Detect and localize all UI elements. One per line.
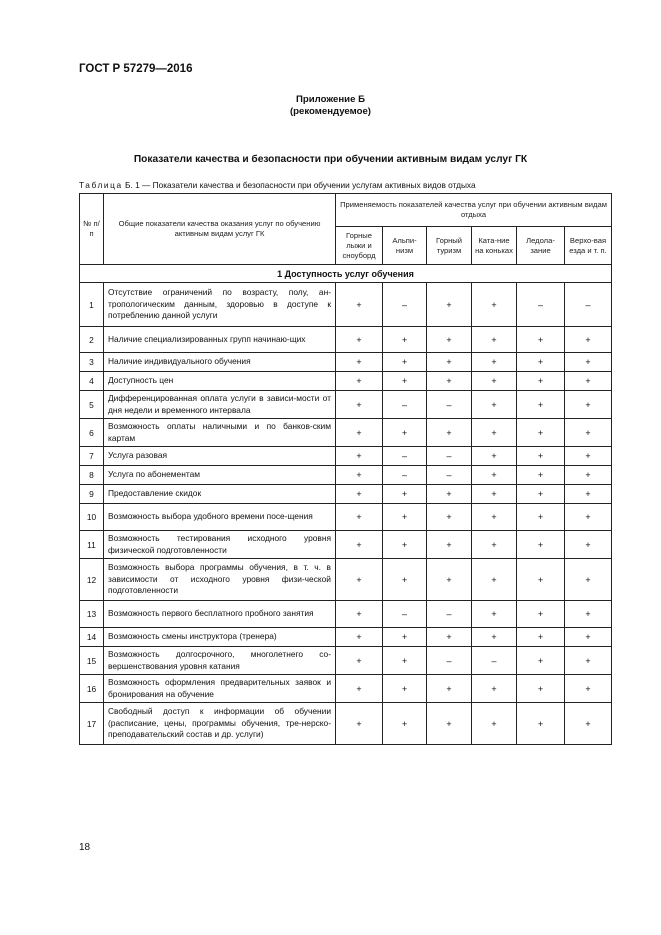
table-row (80, 628, 612, 647)
column-header-indicator: Общие показатели качества оказания услуг по обучению активным видам услуг ГК (104, 194, 336, 265)
applicability-mark: + (336, 327, 383, 353)
table-section-heading: 1 Доступность услуг обучения (80, 265, 612, 283)
applicability-mark: + (336, 372, 383, 391)
applicability-mark: – (427, 466, 472, 485)
indicator-text: Предоставление скидок (104, 485, 336, 504)
applicability-mark: + (383, 485, 427, 504)
applicability-mark: + (565, 628, 612, 647)
row-number: 16 (80, 675, 104, 703)
applicability-mark: + (472, 391, 517, 419)
row-number: 7 (80, 447, 104, 466)
applicability-mark: + (427, 675, 472, 703)
applicability-mark: + (336, 419, 383, 447)
applicability-mark: – (427, 601, 472, 628)
table-row (80, 419, 612, 447)
applicability-mark: + (517, 628, 565, 647)
indicator-text: Возможность смены инструктора (тренера) (104, 628, 336, 647)
applicability-mark: + (565, 353, 612, 372)
indicator-text: Доступность цен (104, 372, 336, 391)
applicability-mark: + (517, 531, 565, 559)
table-row (80, 504, 612, 531)
appendix-header (0, 94, 661, 118)
applicability-mark: + (565, 531, 612, 559)
applicability-mark: + (383, 327, 427, 353)
row-number: 14 (80, 628, 104, 647)
indicator-text: Дифференцированная оплата услуги в зависи-мости от дня недели и временного интервала (104, 391, 336, 419)
applicability-mark: + (472, 466, 517, 485)
table-row (80, 559, 612, 601)
applicability-mark: – (427, 447, 472, 466)
row-number: 5 (80, 391, 104, 419)
applicability-mark: + (336, 391, 383, 419)
appendix-title: Приложение Б (296, 94, 365, 105)
applicability-mark: + (517, 447, 565, 466)
applicability-mark: – (565, 283, 612, 327)
table-row (80, 447, 612, 466)
applicability-mark: + (336, 466, 383, 485)
indicator-text: Услуга по абонементам (104, 466, 336, 485)
applicability-mark: + (565, 504, 612, 531)
row-number: 6 (80, 419, 104, 447)
indicator-text: Услуга разовая (104, 447, 336, 466)
table-row (80, 372, 612, 391)
indicator-text: Возможность долгосрочного, многолетнего со-вершенствования уровня катания (104, 647, 336, 675)
applicability-mark: + (427, 559, 472, 601)
applicability-mark: + (472, 353, 517, 372)
column-header-activity: Альпи-низм (383, 227, 427, 265)
applicability-mark: + (336, 485, 383, 504)
applicability-mark: – (383, 391, 427, 419)
applicability-mark: + (472, 559, 517, 601)
applicability-mark: – (383, 601, 427, 628)
appendix-note: (рекомендуемое) (289, 106, 371, 117)
applicability-mark: – (383, 466, 427, 485)
table-row (80, 353, 612, 372)
applicability-mark: + (517, 353, 565, 372)
applicability-mark: + (336, 559, 383, 601)
applicability-mark: + (565, 372, 612, 391)
column-header-activity: Ледола-зание (517, 227, 565, 265)
applicability-mark: + (427, 353, 472, 372)
applicability-mark: + (383, 531, 427, 559)
row-number: 1 (80, 283, 104, 327)
indicator-text: Возможность первого бесплатного пробного занятия (104, 601, 336, 628)
applicability-mark: + (472, 447, 517, 466)
applicability-mark: + (565, 466, 612, 485)
applicability-mark: + (517, 601, 565, 628)
applicability-mark: – (383, 447, 427, 466)
row-number: 11 (80, 531, 104, 559)
table-row (80, 466, 612, 485)
applicability-mark: – (427, 647, 472, 675)
applicability-mark: + (427, 283, 472, 327)
column-header-applicability: Применяемость показателей качества услуг при обучении активным видам отдыха (336, 194, 612, 227)
applicability-mark: + (336, 601, 383, 628)
row-number: 4 (80, 372, 104, 391)
applicability-mark: + (517, 703, 565, 745)
applicability-mark: + (517, 559, 565, 601)
applicability-mark: + (565, 675, 612, 703)
applicability-mark: + (565, 419, 612, 447)
applicability-mark: + (565, 703, 612, 745)
applicability-mark: + (383, 419, 427, 447)
applicability-mark: + (427, 419, 472, 447)
applicability-mark: + (517, 391, 565, 419)
applicability-mark: + (427, 327, 472, 353)
applicability-mark: + (472, 283, 517, 327)
applicability-mark: + (383, 559, 427, 601)
row-number: 13 (80, 601, 104, 628)
row-number: 9 (80, 485, 104, 504)
row-number: 17 (80, 703, 104, 745)
indicator-text: Возможность оплаты наличными и по банков-ским картам (104, 419, 336, 447)
document-code: ГОСТ Р 57279—2016 (79, 63, 193, 75)
table-row (80, 485, 612, 504)
applicability-mark: + (383, 703, 427, 745)
applicability-mark: + (472, 675, 517, 703)
indicator-text: Наличие индивидуального обучения (104, 353, 336, 372)
indicator-text: Отсутствие ограничений по возрасту, полу, ан-тропологическим данным, здоровью в доступе к потреблению данной услуги (104, 283, 336, 327)
applicability-mark: + (472, 327, 517, 353)
column-header-activity: Горный туризм (427, 227, 472, 265)
indicator-text: Наличие специализированных групп начинаю-щих (104, 327, 336, 353)
applicability-mark: + (517, 372, 565, 391)
table-row (80, 601, 612, 628)
applicability-mark: + (565, 447, 612, 466)
applicability-mark: + (383, 675, 427, 703)
section-title: Показатели качества и безопасности при обучении активным видам услуг ГК (133, 154, 528, 165)
column-header-activity: Горные лыжи и сноуборд (336, 227, 383, 265)
table-row (80, 675, 612, 703)
column-header-number: № п/п (80, 194, 104, 265)
applicability-mark: + (472, 485, 517, 504)
applicability-mark: + (427, 372, 472, 391)
applicability-mark: + (517, 675, 565, 703)
indicator-text: Возможность тестирования исходного уровня физической подготовленности (104, 531, 336, 559)
row-number: 10 (80, 504, 104, 531)
row-number: 8 (80, 466, 104, 485)
table-body (80, 265, 612, 745)
row-number: 3 (80, 353, 104, 372)
applicability-mark: + (472, 628, 517, 647)
table-row (80, 531, 612, 559)
page-number: 18 (79, 842, 91, 853)
table-caption-text: Б. 1 — Показатели качества и безопасности при обучении услугам активных видов отдыха (122, 180, 476, 190)
applicability-mark: + (517, 504, 565, 531)
applicability-mark: + (565, 647, 612, 675)
applicability-mark: + (427, 703, 472, 745)
applicability-mark: + (472, 531, 517, 559)
row-number: 2 (80, 327, 104, 353)
quality-indicators-table (79, 193, 612, 745)
table-row (80, 283, 612, 327)
applicability-mark: + (336, 647, 383, 675)
applicability-mark: + (336, 504, 383, 531)
applicability-mark: + (565, 601, 612, 628)
column-header-activity: Верхо-вая езда и т. п. (565, 227, 612, 265)
table-row (80, 391, 612, 419)
applicability-mark: + (383, 628, 427, 647)
applicability-mark: + (336, 675, 383, 703)
applicability-mark: + (517, 327, 565, 353)
row-number: 15 (80, 647, 104, 675)
applicability-mark: + (565, 327, 612, 353)
table-row (80, 703, 612, 745)
applicability-mark: + (336, 703, 383, 745)
applicability-mark: + (565, 559, 612, 601)
row-number: 12 (80, 559, 104, 601)
applicability-mark: + (336, 283, 383, 327)
applicability-mark: + (336, 353, 383, 372)
applicability-mark: + (517, 647, 565, 675)
applicability-mark: + (427, 531, 472, 559)
table-header (80, 194, 612, 265)
applicability-mark: + (383, 372, 427, 391)
indicator-text: Возможность выбора удобного времени посе-щения (104, 504, 336, 531)
applicability-mark: + (383, 647, 427, 675)
applicability-mark: + (565, 391, 612, 419)
table-caption-prefix: Таблица (79, 180, 123, 190)
applicability-mark: + (472, 601, 517, 628)
applicability-mark: + (336, 531, 383, 559)
applicability-mark: + (427, 504, 472, 531)
applicability-mark: + (427, 628, 472, 647)
applicability-mark: + (383, 353, 427, 372)
applicability-mark: + (472, 372, 517, 391)
applicability-mark: – (427, 391, 472, 419)
applicability-mark: + (336, 447, 383, 466)
column-header-activity: Ката-ние на коньках (472, 227, 517, 265)
applicability-mark: + (472, 419, 517, 447)
table-row (80, 647, 612, 675)
indicator-text: Свободный доступ к информации об обучении (расписание, цены, программы обучения, тре-нерско-преподавательский состав и др. услуги) (104, 703, 336, 745)
table-row (80, 327, 612, 353)
applicability-mark: – (383, 283, 427, 327)
applicability-mark: – (472, 647, 517, 675)
applicability-mark: – (517, 283, 565, 327)
table-caption (79, 180, 476, 190)
applicability-mark: + (517, 485, 565, 504)
indicator-text: Возможность оформления предварительных заявок и бронирования на обучение (104, 675, 336, 703)
applicability-mark: + (565, 485, 612, 504)
indicator-text: Возможность выбора программы обучения, в т. ч. в зависимости от исходного уровня физи-ческой подготовленности (104, 559, 336, 601)
applicability-mark: + (472, 504, 517, 531)
applicability-mark: + (383, 504, 427, 531)
applicability-mark: + (517, 466, 565, 485)
applicability-mark: + (472, 703, 517, 745)
applicability-mark: + (427, 485, 472, 504)
applicability-mark: + (336, 628, 383, 647)
applicability-mark: + (517, 419, 565, 447)
